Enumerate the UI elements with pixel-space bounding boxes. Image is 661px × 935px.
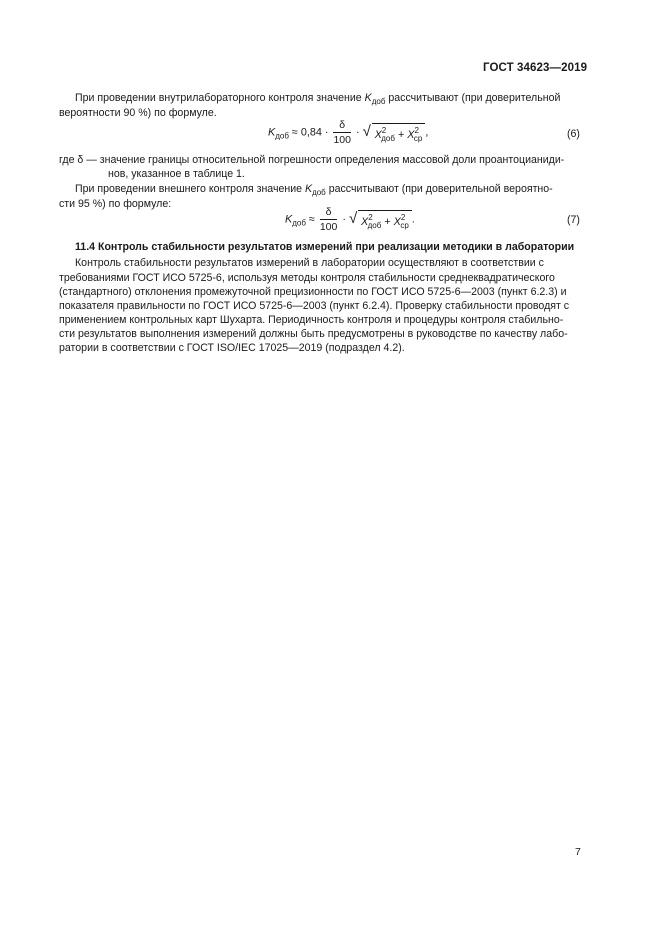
para2-text-pre: При проведении внешнего контроля значение: [75, 183, 305, 195]
formula7-fraction: [320, 206, 338, 233]
formula6-lhs: K: [268, 126, 276, 139]
formula7-numerator: δ: [320, 206, 338, 220]
formula6-dot: ·: [352, 126, 363, 139]
para3-line5: применением контрольных карт Шухарта. Периодичность контроля и процедуры контроля стабильно-: [59, 314, 564, 326]
formula7-denominator: 100: [319, 221, 338, 233]
formula6-plus: +: [394, 128, 408, 141]
para2-line2: сти 95 %) по формуле:: [59, 198, 172, 210]
para1-text-post: рассчитывают (при доверительной: [385, 92, 561, 104]
para3-line1: Контроль стабильности результатов измерений в лаборатории осуществляют в соответствии с: [75, 257, 544, 269]
where-line1: где δ — значение границы относительной погрешности определения массовой доли проантоцианиди-: [59, 154, 565, 166]
formula7-dot: ·: [339, 213, 349, 226]
k-symbol: K: [364, 92, 372, 104]
formula6-x2: X: [407, 128, 415, 141]
formula7-lhs: K: [285, 213, 293, 226]
para3-line6: сти результатов выполнения измерений должны быть предусмотрены в руководстве по качеству лабо-: [59, 328, 568, 340]
where-line2: нов, указанное в таблице 1.: [108, 168, 245, 180]
formula7-eq: ≈: [305, 213, 318, 226]
document-header: ГОСТ 34623—2019: [483, 62, 588, 74]
formula7-x1-sup: 2: [368, 212, 373, 222]
formula7-x2-sup: 2: [400, 212, 406, 222]
k-symbol: K: [304, 183, 313, 195]
formula-6: [268, 119, 428, 146]
formula7-x1: X: [360, 215, 369, 228]
formula6-denominator: 100: [333, 134, 351, 146]
sqrt-icon: √: [362, 122, 371, 140]
sqrt-icon: √: [348, 209, 358, 227]
formula6-x1-sub: доб: [381, 133, 395, 143]
formula7-tail: .: [411, 213, 415, 226]
equation-number-7: (7): [567, 214, 580, 226]
para1-text-pre: При проведении внутрилабораторного контроля значение: [75, 92, 365, 104]
equation-number-6: (6): [567, 128, 580, 140]
formula6-lhs-sub: доб: [275, 131, 289, 141]
formula7-x2-sub: ср: [400, 220, 409, 230]
page-number: 7: [575, 846, 581, 858]
para1-line2: вероятности 90 %) по формуле.: [59, 107, 217, 119]
formula6-sqrt: [362, 122, 429, 143]
para3-line3: (стандартного) отклонения промежуточной прецизионности по ГОСТ ИСО 5725-6—2003 (пункт 6.2.3) и: [59, 286, 567, 298]
formula6-eq: ≈ 0,84 ·: [288, 126, 332, 139]
para3-line2: требованиями ГОСТ ИСО 5725-6, используя методы контроля стабильности среднеквадратического: [59, 272, 555, 284]
para3-line4: показателя правильности по ГОСТ ИСО 5725-6—2003 (пункт 6.2.4). Проверку стабильности проводят с: [59, 300, 570, 312]
formula6-fraction: [333, 119, 351, 146]
formula7-x1-sub: доб: [367, 220, 382, 230]
formula6-x1-sup: 2: [381, 125, 387, 135]
k-subscript: доб: [312, 188, 326, 197]
para3-line7: ратории в соответствии с ГОСТ ISO/IEC 17025—2019 (подраздел 4.2).: [59, 342, 405, 354]
para2-text-post: рассчитывают (при доверительной вероятно-: [325, 183, 553, 195]
formula6-x2-sup: 2: [414, 125, 419, 135]
formula6-numerator: δ: [333, 119, 351, 133]
formula7-lhs-sub: доб: [292, 218, 306, 228]
formula6-x1: X: [374, 128, 382, 141]
formula6-x2-sub: ср: [413, 133, 423, 143]
formula7-x2: X: [393, 215, 401, 228]
formula7-sqrt: [349, 210, 412, 230]
formula7-plus: +: [381, 215, 394, 228]
k-subscript: доб: [371, 97, 386, 106]
formula6-tail: ,: [425, 126, 429, 139]
formula-7: [285, 206, 415, 233]
section-heading: 11.4 Контроль стабильности результатов измерений при реализации методики в лаборатории: [75, 241, 575, 253]
